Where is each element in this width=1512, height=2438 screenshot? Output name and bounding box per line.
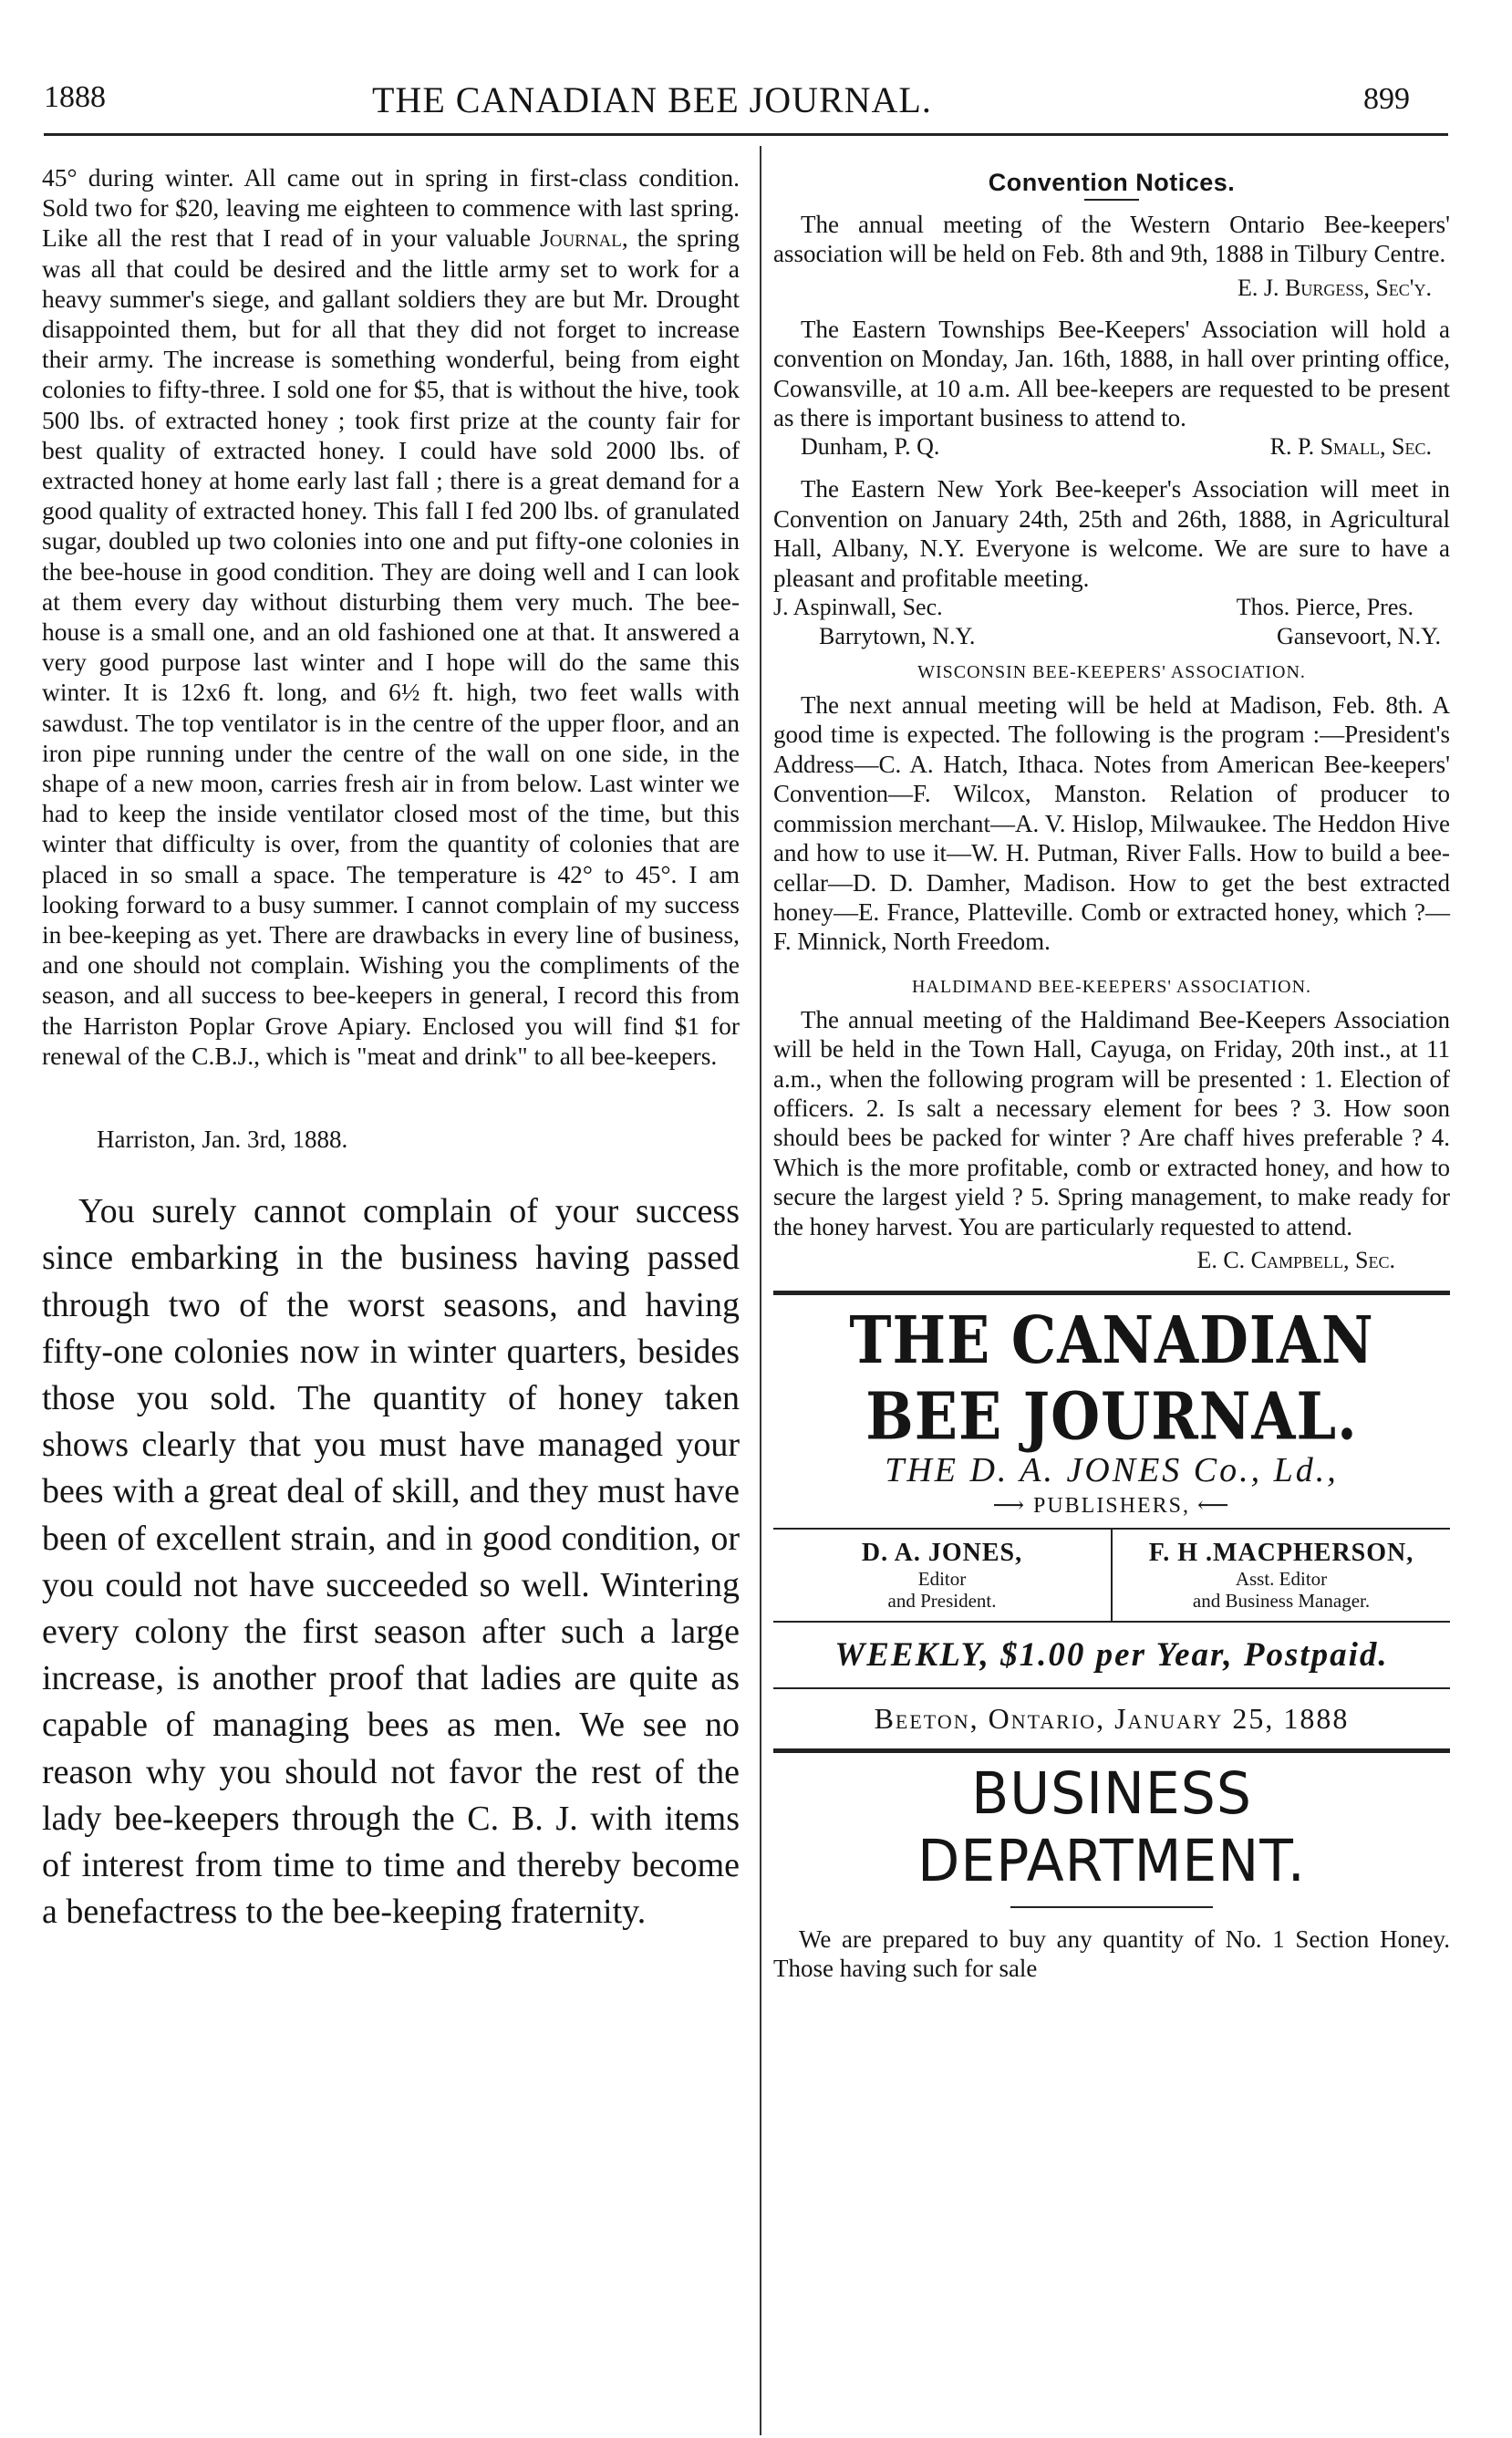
haldimand-notice: The annual meeting of the Haldimand Bee-Keepers Association will be held in the Town Hall, Cayuga, on Friday, 20th inst., at 11 a.m., when the following program will be presented : 1. Election of officers. 2. Is salt a necessary element for bees ? 3. How soon should bees be packed for winter ? Are chaff hives preferable ? 4. Which is the more profitable, comb or extracted honey, and how to secure the largest yield ? 5. Spring management, to make ready for the honey harvest. You are particularly requested to attend. bbox=[773, 1005, 1450, 1240]
left-column bbox=[42, 162, 740, 1935]
editor-macpherson-name: F. H .MACPHERSON, bbox=[1148, 1538, 1414, 1567]
editor-jones bbox=[773, 1530, 1111, 1621]
publishers-label: ⟶ PUBLISHERS, ⟵ bbox=[992, 1493, 1231, 1518]
editor-jones-name: D. A. JONES, bbox=[861, 1538, 1023, 1567]
eastern-ny-secretary: J. Aspinwall, Sec. bbox=[773, 594, 943, 621]
publisher-company: THE D. A. JONES Co., Ld., bbox=[885, 1450, 1339, 1489]
wisconsin-heading: WISCONSIN BEE-KEEPERS' ASSOCIATION. bbox=[917, 662, 1306, 683]
issue-dateline: Beeton, Ontario, January 25, 1888 bbox=[874, 1701, 1350, 1735]
eastern-ny-place-left: Barrytown, N.Y. bbox=[819, 623, 976, 650]
eastern-townships-secretary: R. P. Small, Sec. bbox=[1269, 433, 1432, 461]
editor-macpherson-role: Asst. Editor bbox=[1235, 1567, 1328, 1590]
masthead-title: THE CANADIAN BEE JOURNAL. bbox=[849, 1302, 1374, 1455]
editors-row bbox=[773, 1530, 1450, 1621]
eastern-ny-president: Thos. Pierce, Pres. bbox=[1236, 594, 1414, 621]
eastern-new-york-notice: The Eastern New York Bee-keeper's Association will meet in Convention on January 24th, 25th and 26th, 1888, in Agricultural Hall, Albany, N.Y. Everyone is welcome. We are sure to have a pleasant and profitable meeting. bbox=[773, 475, 1450, 592]
eastern-new-york-places bbox=[819, 622, 1441, 651]
letter-body: 45° during winter. All came out in spring in first-class condition. Sold two for $20, leaving me eighteen to commence with last spring. Like all the rest that I read of in your valuable Journal, the spring was all that could be desired and the little army set to work for a heavy summer's siege, and gallant soldiers they are but Mr. Drought disappointed them, but for all that they did not forget to increase their army. The increase is something wonderful, being from eight colonies to fifty-three. I sold one for $5, that is without the hive, took 500 lbs. of extracted honey ; took first prize at the county fair for best quality of extracted honey. I could have sold 2000 lbs. of extracted honey at home early last fall ; there is a great demand for a good quality of extracted honey. This fall I fed 200 lbs. of granulated sugar, doubled up two colonies into one and put fifty-one colonies in the bee-house in good condition. They are doing well and I can look at them every day without disturbing them very much. The bee-house is a small one, and an old fashioned one at that. It answered a very good purpose last winter and I hope will do the same this winter. It is 12x6 ft. long, and 6½ ft. high, two feet walls with sawdust. The top ventilator is in the centre of the upper floor, and an iron pipe running under the centre of the wall on one side, in the shape of a new moon, carries fresh air in from below. Last winter we had to keep the inside ventilator closed most of the time, but this winter that difficulty is over, from the quantity of colonies that are placed in so small a space. The temperature is 42° to 45°. I am looking forward to a busy summer. I cannot complain of my success in bee-keeping as yet. There are drawbacks in every line of business, and one should not complain. Wishing you the compliments of the season, and all success to bee-keepers in general, I record this from the Harriston Poplar Grove Apiary. Enclosed you will find $1 for renewal of the C.B.J., which is "meat and drink" to all bee-keepers. bbox=[42, 163, 740, 1070]
weekly-rule bbox=[773, 1687, 1450, 1689]
eastern-townships-place: Dunham, P. Q. bbox=[801, 433, 940, 461]
western-ontario-notice: The annual meeting of the Western Ontario Bee-keepers' association will be held on Feb. 8th and 9th, 1888 in Tilbury Centre. bbox=[773, 211, 1450, 268]
business-department-title: BUSINESS DEPARTMENT. bbox=[917, 1760, 1306, 1895]
editor-macpherson-role-2: and Business Manager. bbox=[1192, 1589, 1371, 1612]
eastern-new-york-signatures bbox=[773, 593, 1414, 622]
eastern-townships-notice: The Eastern Townships Bee-Keepers' Association will hold a convention on Monday, Jan. 16th, 1888, in hall over printing office, Cowansville, at 10 a.m. All bee-keepers are requested to be present as there is important business to attend to. bbox=[773, 315, 1450, 432]
business-top-rule bbox=[773, 1748, 1450, 1753]
column-rule bbox=[760, 146, 761, 2435]
business-notice: We are prepared to buy any quantity of No. 1 Section Honey. Those having such for sale bbox=[773, 1924, 1450, 1982]
haldimand-signature: E. C. Campbell, Sec. bbox=[1196, 1246, 1395, 1273]
title-rule bbox=[1084, 199, 1139, 201]
editor-jones-role: Editor bbox=[917, 1567, 967, 1590]
editor-reply: You surely cannot complain of your success since embarking in the business having passed through two of the worst seasons, and having fifty-one colonies now in winter quarters, besides those you sold. The quantity of honey taken shows clearly that you must have managed your bees with a great deal of skill, and they must have been of excellent strain, and in good condition, or you could not have succeeded so well. Wintering every colony the first season after such a large increase, is another proof that ladies are quite as capable of managing bees as men. We see no reason why you should not favor the rest of the lady bee-keepers through the C. B. J. with items of interest from time to time and thereby become a benefactress to the bee-keeping fraternity. bbox=[42, 1192, 740, 1932]
haldimand-heading: HALDIMAND BEE-KEEPERS' ASSOCIATION. bbox=[911, 976, 1312, 997]
header-rule bbox=[44, 133, 1448, 136]
convention-notices-title: Convention Notices. bbox=[988, 169, 1236, 196]
business-short-rule bbox=[1010, 1906, 1213, 1908]
western-ontario-signature: E. J. Burgess, Sec'y. bbox=[1237, 274, 1432, 301]
editors-bottom-rule bbox=[773, 1621, 1450, 1623]
eastern-townships-signature bbox=[801, 432, 1432, 462]
journal-title: THE CANADIAN BEE JOURNAL. bbox=[372, 79, 932, 120]
masthead-top-rule bbox=[773, 1291, 1450, 1295]
editor-macpherson bbox=[1111, 1530, 1450, 1621]
letter-dateline: Harriston, Jan. 3rd, 1888. bbox=[97, 1126, 348, 1154]
editor-jones-role-2: and President. bbox=[887, 1589, 997, 1612]
subscription-price: WEEKLY, $1.00 per Year, Postpaid. bbox=[834, 1635, 1389, 1674]
wisconsin-notice: The next annual meeting will be held at Madison, Feb. 8th. A good time is expected. The following is the program :—President's Address—C. A. Hatch, Ithaca. Notes from American Bee-keepers' Convention—F. Wilcox, Manston. Relation of producer to commission merchant—A. V. Hislop, Milwaukee. The Heddon Hive and how to use it—W. H. Putman, River Falls. How to build a bee-cellar—D. D. Damher, Madison. How to get the best extracted honey—E. France, Platteville. Comb or extracted honey, which ?—F. Minnick, North Freedom. bbox=[773, 691, 1450, 956]
page-number: 899 bbox=[1363, 82, 1410, 116]
eastern-ny-place-right: Gansevoort, N.Y. bbox=[1276, 623, 1441, 650]
right-column bbox=[773, 169, 1450, 1983]
header-year: 1888 bbox=[44, 80, 106, 114]
